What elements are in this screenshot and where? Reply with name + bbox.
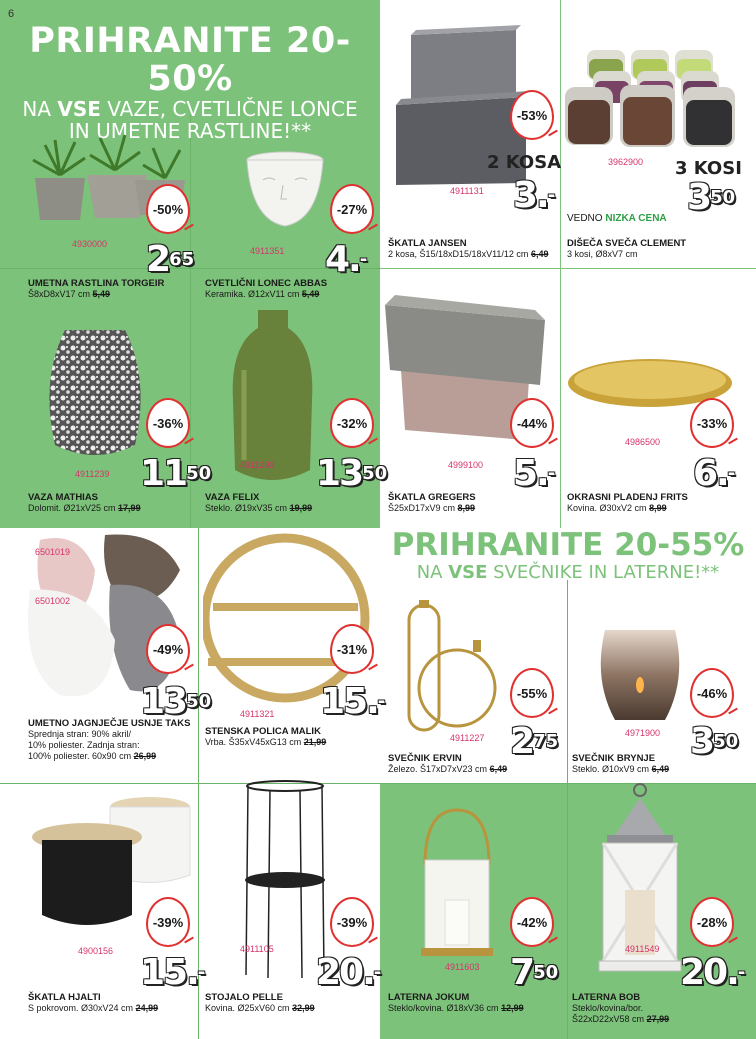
price: $3^{50}$ — [690, 721, 739, 762]
price: 20.- — [316, 952, 382, 993]
product-info: DIŠEČA SVEČA CLEMENT 3 kosi, Ø8xV7 cm — [567, 238, 687, 259]
product-info: LATERNA BOB Steklo/kovina/bor. Š22xD22xV58 cm 27,99 — [572, 992, 670, 1024]
sku-number: 4911227 — [450, 733, 485, 743]
product-info: VAZA FELIX Steklo. Ø19xV35 cm 19,99 — [205, 492, 313, 513]
discount-badge: -49% — [146, 624, 190, 674]
price: $7^{50}$ — [510, 952, 559, 993]
product-info: ŠKATLA GREGERS Š25xD17xV9 cm 8,99 — [388, 492, 476, 513]
product-info: ŠKATLA HJALTI S pokrovom. Ø30xV24 cm 24,99 — [28, 992, 159, 1013]
price: $13^{50}$ — [316, 453, 388, 494]
sku-number: 4911321 — [240, 709, 275, 719]
promo-title: PRIHRANITE 20-55% — [391, 527, 745, 563]
candle-holder-ervin-image — [395, 600, 505, 735]
quantity-tag: 3 KOSI — [675, 158, 742, 179]
promo-title: PRIHRANITE 20-50% — [29, 21, 351, 99]
quantity-tag: 2 KOSA — [487, 152, 562, 173]
discount-badge: -53% — [510, 90, 554, 140]
sku-number: 4999100 — [448, 460, 484, 470]
discount-badge: -28% — [690, 897, 734, 947]
product-info: UMETNO JAGNJEČJE USNJE TAKS Sprednja stran: 90% akril/ 10% poliester. Zadnja stran: 100% poliester. 60x90 cm 26,99 — [28, 718, 191, 761]
promo-banner-candles — [380, 528, 756, 584]
sku-number: 4900156 — [78, 946, 114, 956]
candle-holder-brynje-image — [595, 625, 685, 725]
price: $11^{50}$ — [140, 453, 212, 494]
discount-badge: -55% — [510, 668, 554, 718]
product-info: VAZA MATHIAS Dolomit. Ø21xV25 cm 17,99 — [28, 492, 141, 513]
product-info: STENSKA POLICA MALIK Vrba. Š35xV45xG13 cm 21,99 — [205, 726, 327, 747]
sku-number: 3962900 — [608, 157, 644, 167]
discount-badge: -46% — [690, 668, 734, 718]
sku-number: 4911549 — [625, 944, 660, 954]
sku-number: 4911105 — [240, 944, 274, 954]
price: $2^{65}$ — [146, 239, 195, 280]
product-info: LATERNA JOKUM Steklo/kovina. Ø18xV36 cm 12,99 — [388, 992, 524, 1013]
sku-number: 4911131 — [450, 186, 484, 196]
vase-mathias-image — [40, 325, 150, 465]
promo-subtitle-2: IN UMETNE RASTLINE!** — [68, 119, 312, 143]
price: 5.- — [513, 453, 556, 494]
discount-badge: -39% — [146, 897, 190, 947]
discount-badge: -39% — [330, 897, 374, 947]
product-info: SVEČNIK BRYNJE Steklo. Ø10xV9 cm 6,49 — [572, 753, 670, 774]
product-info: STOJALO PELLE Kovina. Ø25xV60 cm 32,99 — [205, 992, 315, 1013]
sku-number: 4986500 — [625, 437, 661, 447]
discount-badge: -36% — [146, 398, 190, 448]
sku-number: 4971900 — [625, 728, 661, 738]
sku-number: 4911293 — [240, 460, 275, 470]
sku-number: 4911351 — [250, 246, 285, 256]
product-info: OKRASNI PLADENJ FRITS Kovina. Ø30xV2 cm 8,99 — [567, 492, 688, 513]
sku-number: 4930000 — [72, 239, 108, 249]
product-info: ŠKATLA JANSEN 2 kosa, Š15/18xD15/18xV11/12 cm 6,49 — [388, 238, 549, 259]
price: 3.- — [513, 175, 556, 216]
product-info: SVEČNIK ERVIN Železo. Š17xD7xV23 cm 6,49 — [388, 753, 508, 774]
sku-number: 4911239 — [75, 469, 110, 479]
flower-pot-image — [245, 150, 325, 230]
discount-badge: -31% — [330, 624, 374, 674]
price: 20.- — [680, 952, 746, 993]
discount-badge: -32% — [330, 398, 374, 448]
discount-badge: -33% — [690, 398, 734, 448]
price: 4.- — [325, 239, 368, 280]
discount-badge: -50% — [146, 184, 190, 234]
price: $3^{50}$ — [687, 177, 736, 218]
product-info: CVETLIČNI LONEC ABBAS Keramika. Ø12xV11 cm 5,49 — [205, 278, 328, 299]
discount-badge: -27% — [330, 184, 374, 234]
sku-number: 6501019 — [35, 547, 71, 557]
lantern-jokum-image — [415, 805, 500, 960]
always-low-price-label: VEDNO NIZKA CENA — [567, 213, 667, 224]
promo-subtitle: NA VSE SVEČNIKE IN LATERNE!** — [416, 562, 720, 583]
product-info: UMETNA RASTLINA TORGEIR Š8xD8xV17 cm 5,49 — [28, 278, 165, 299]
price: 6.- — [693, 453, 736, 494]
price: 15.- — [320, 681, 386, 722]
promo-banner-top — [0, 22, 380, 142]
discount-badge: -44% — [510, 398, 554, 448]
sku-number: 6501002 — [35, 596, 71, 606]
scented-candles-image — [565, 45, 745, 150]
price: $2^{75}$ — [510, 721, 559, 762]
page-number: 6 — [8, 8, 15, 20]
price: 15.- — [140, 952, 206, 993]
sku-number: 4911603 — [445, 962, 480, 972]
price: $13^{50}$ — [140, 681, 212, 722]
promo-subtitle-1: NA VSE VAZE, CVETLIČNE LONCE — [22, 97, 358, 121]
discount-badge: -42% — [510, 897, 554, 947]
